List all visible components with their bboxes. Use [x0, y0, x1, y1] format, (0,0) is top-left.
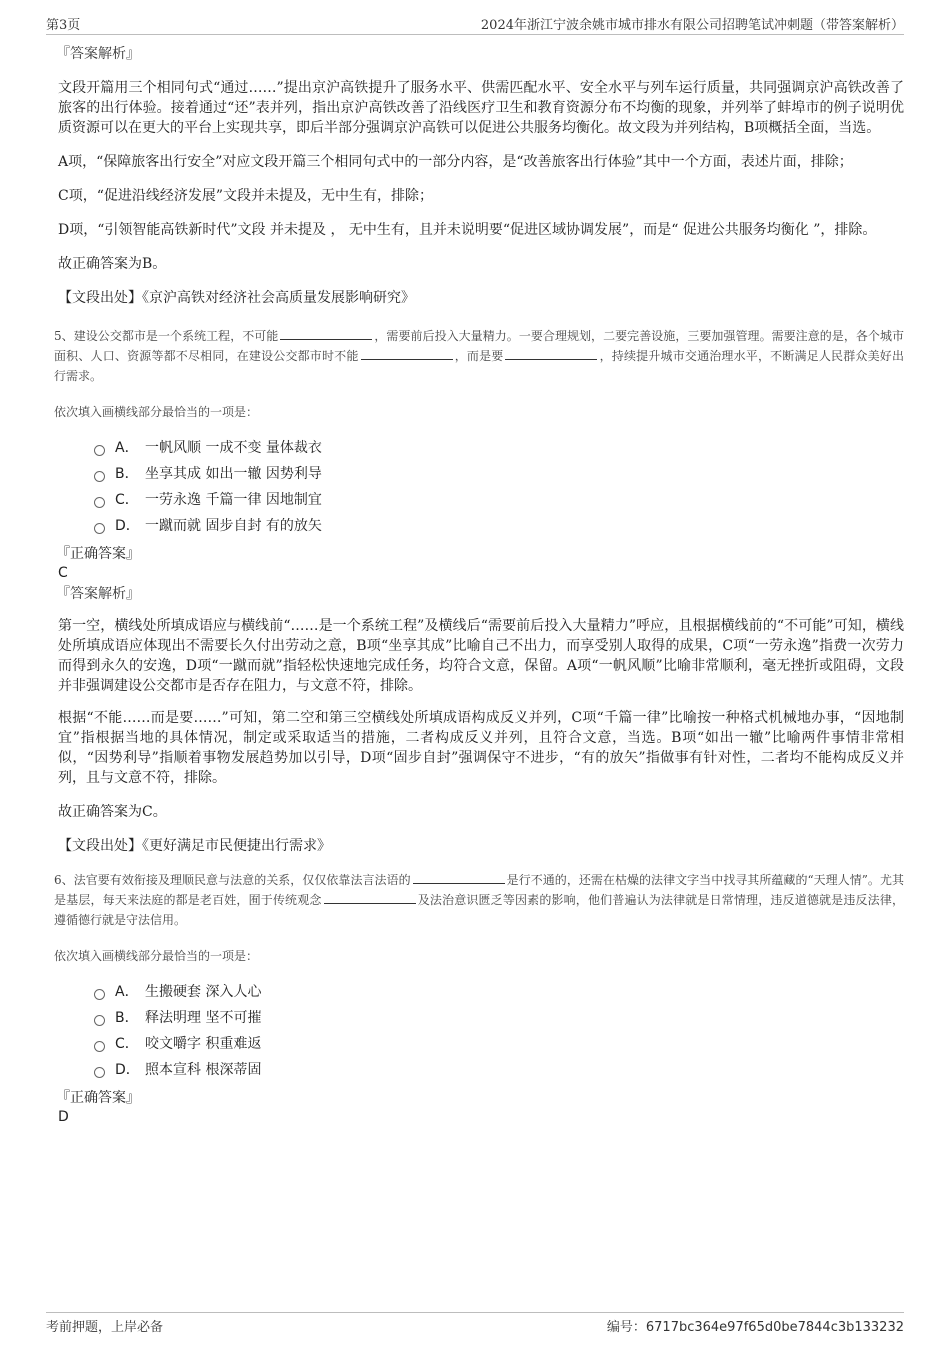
radio-icon[interactable] — [94, 471, 105, 482]
option-list — [94, 978, 904, 1082]
analysis-paragraph: 根据“不能……而是要……”可知，第二空和第三空横线处所填成语构成反义并列，C项“千篇一律”比喻按一种格式机械地办事，“因地制宜”指根据当地的具体情况，制定或采取适当的措施，二者构成反义并列，且符合文意，当选。B项“如出一辙”比喻两件事情非常相似，“因势利导”指顺着事物发展趋势加以引导，D项“固步自封”强调保守不进步，“有的放矢”指做事有针对性，二者均不能构成反义并列，且与文意不符，排除。 — [58, 710, 904, 786]
fill-blank — [413, 870, 505, 884]
option-a[interactable]: A． 生搬硬套 深入人心 — [94, 978, 904, 1004]
correct-answer-label: 『正确答案』 — [56, 546, 140, 562]
analysis-paragraph: A项，“保障旅客出行安全”对应文段开篇三个相同句式中的一部分内容，是“改善旅客出行体验”其中一个方面，表述片面，排除； — [58, 154, 853, 170]
radio-icon[interactable] — [94, 989, 105, 1000]
fill-blank — [280, 326, 372, 340]
page-header — [46, 12, 904, 35]
question-5 — [56, 326, 904, 856]
option-d[interactable]: D． 照本宣科 根深蒂固 — [94, 1056, 904, 1082]
radio-icon[interactable] — [94, 445, 105, 456]
analysis-label: 『答案解析』 — [56, 586, 140, 602]
radio-icon[interactable] — [94, 1015, 105, 1026]
analysis-conclusion: 故正确答案为C。 — [58, 804, 167, 820]
fill-blank — [324, 890, 416, 904]
footer-slogan: 考前押题，上岸必备 — [46, 1320, 164, 1335]
radio-icon[interactable] — [94, 497, 105, 508]
analysis-label: 『答案解析』 — [56, 46, 140, 62]
radio-icon[interactable] — [94, 1041, 105, 1052]
analysis-paragraph: 文段开篇用三个相同句式“通过……”提出京沪高铁提升了服务水平、供需匹配水平、安全水平与列车运行质量，共同强调京沪高铁改善了旅客的出行体验。接着通过“还”表并列，指出京沪高铁改善了沿线医疗卫生和教育资源分布不均衡的现象，并列举了蚌埠市的例子说明优质资源可以在更大的平台上实现共享，即后半部分强调京沪高铁可以促进公共服务均衡化。故文段为并列结构，B项概括全面，当选。 — [58, 80, 904, 136]
passage-source: 【文段出处】《京沪高铁对经济社会高质量发展影响研究》 — [58, 290, 415, 306]
option-a[interactable]: A． 一帆风顺 一成不变 量体裁衣 — [94, 434, 904, 460]
fill-blank — [361, 346, 453, 360]
analysis-paragraph: D项，“引领智能高铁新时代”文段 并未提及 ， 无中生有，且并未说明要“促进区域协调发展”，而是“ 促进公共服务均衡化 ”，排除。 — [58, 222, 877, 238]
option-c[interactable]: C． 一劳永逸 千篇一律 因地制宜 — [94, 486, 904, 512]
question-stem: 6、法官要有效衔接及理顺民意与法意的关系，仅仅依靠法言法语的 是行不通的，还需在枯燥的法律文字当中找寻其所蕴藏的“天理人情”。尤其是基层，每天来法庭的都是老百姓，囿于传统观念 及法治意识匮乏等因素的影响，他们普遍认为法律就是日常情理，违反道德就是违反法律，遵循德行就是守法信用。 — [54, 870, 904, 930]
question-6 — [56, 870, 904, 1126]
question-stem: 5、建设公交都市是一个系统工程，不可能 ，需要前后投入大量精力。一要合理规划，二要完善设施，三要加强管理。需要注意的是，各个城市面积、人口、资源等都不尽相同，在建设公交都市时不能 ，而是要 ，持续提升城市交通治理水平，不断满足人民群众美好出行需求。 — [54, 326, 904, 386]
radio-icon[interactable] — [94, 1067, 105, 1078]
correct-answer-value: D — [58, 1109, 69, 1125]
option-d[interactable]: D． 一蹴而就 固步自封 有的放矢 — [94, 512, 904, 538]
fill-blank — [505, 346, 597, 360]
option-list — [94, 434, 904, 538]
question-prompt: 依次填入画横线部分最恰当的一项是： — [54, 949, 259, 963]
passage-source: 【文段出处】《更好满足市民便捷出行需求》 — [58, 838, 331, 854]
q4-analysis — [56, 44, 904, 308]
page-content — [56, 44, 904, 1126]
option-c[interactable]: C． 咬文嚼字 积重难返 — [94, 1030, 904, 1056]
analysis-paragraph: C项，“促进沿线经济发展”文段并未提及，无中生有，排除； — [58, 188, 434, 204]
document-code: 编号：6717bc364e97f65d0be7844c3b133232 — [606, 1320, 904, 1335]
document-title: 2024年浙江宁波余姚市城市排水有限公司招聘笔试冲刺题（带答案解析） — [480, 18, 904, 33]
question-prompt: 依次填入画横线部分最恰当的一项是： — [54, 405, 259, 419]
correct-answer-value: C — [58, 565, 68, 581]
option-b[interactable]: B． 坐享其成 如出一辙 因势利导 — [94, 460, 904, 486]
page-number: 第3页 — [46, 18, 81, 33]
radio-icon[interactable] — [94, 523, 105, 534]
page-footer — [46, 1312, 904, 1337]
analysis-paragraph: 第一空，横线处所填成语应与横线前“……是一个系统工程”及横线后“需要前后投入大量精力”呼应，且根据横线前的“不可能”可知，横线处所填成语应体现出不需要长久付出劳动之意，B项“坐享其成”比喻自己不出力，而享受别人取得的成果，C项“一劳永逸”指费一次劳力而得到永久的安逸，D项“一蹴而就”指轻松快速地完成任务，均符合文意，保留。A项“一帆风顺”比喻非常顺利，毫无挫折或阻碍，文段并非强调建设公交都市是否存在阻力，与文意不符，排除。 — [58, 618, 904, 694]
correct-answer-label: 『正确答案』 — [56, 1090, 140, 1106]
analysis-conclusion: 故正确答案为B。 — [58, 256, 167, 272]
option-b[interactable]: B． 释法明理 坚不可摧 — [94, 1004, 904, 1030]
